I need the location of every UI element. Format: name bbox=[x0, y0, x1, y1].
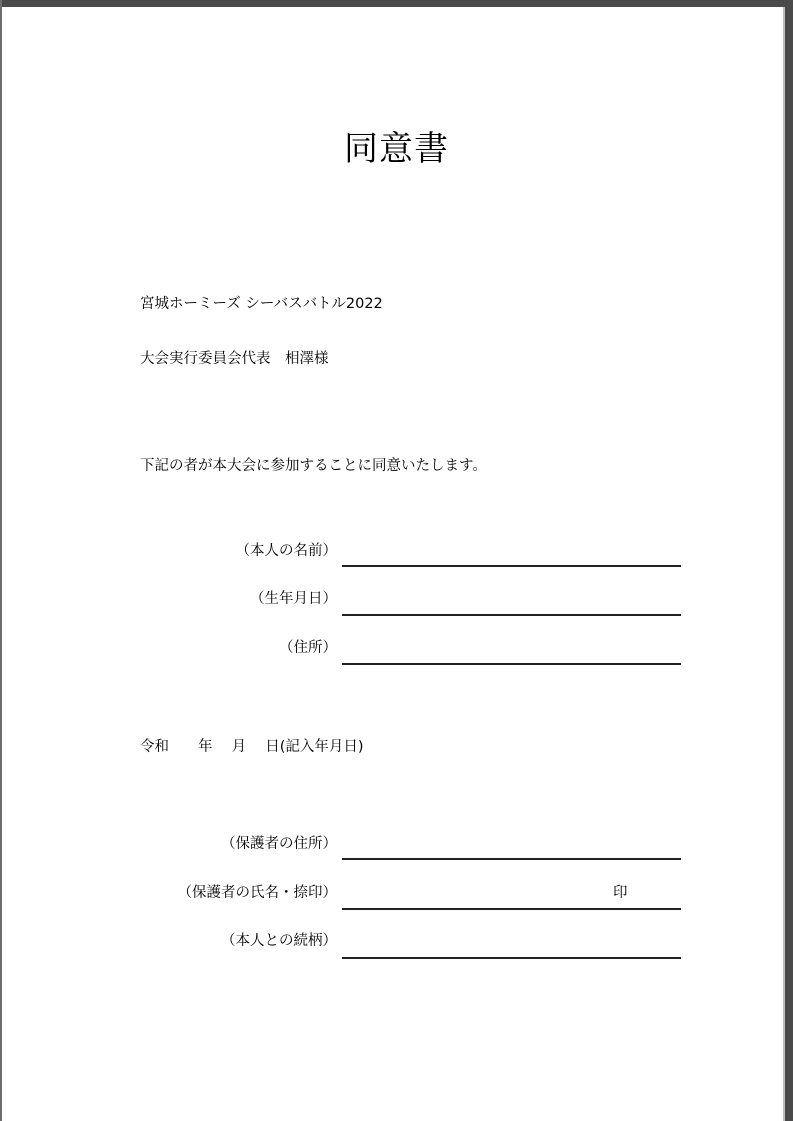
addressee-person: 大会実行委員会代表 相澤様 bbox=[140, 351, 329, 367]
relationship-line bbox=[342, 957, 681, 959]
participant-birthdate-label: （生年月日） bbox=[250, 591, 337, 607]
relationship-label: （本人との続柄） bbox=[221, 933, 337, 949]
addressee-event: 宮城ホーミーズ シーバスバトル2022 bbox=[140, 296, 383, 312]
participant-name-label: （本人の名前） bbox=[235, 543, 337, 559]
participant-name-line bbox=[342, 565, 681, 567]
participant-address-line bbox=[342, 663, 681, 665]
consent-statement: 下記の者が本大会に参加することに同意いたします。 bbox=[140, 458, 487, 474]
entry-date-line: 令和 年 月 日(記入年月日) bbox=[140, 739, 364, 755]
guardian-address-line bbox=[342, 858, 681, 860]
guardian-name-seal-label: （保護者の氏名・捺印） bbox=[177, 885, 337, 901]
guardian-name-seal-line bbox=[342, 908, 681, 910]
window-top-border bbox=[0, 0, 793, 7]
seal-mark: 印 bbox=[613, 885, 628, 901]
document-title: 同意書 bbox=[344, 129, 449, 169]
participant-birthdate-line bbox=[342, 614, 681, 616]
participant-address-label: （住所） bbox=[279, 640, 337, 656]
guardian-address-label: （保護者の住所） bbox=[221, 836, 337, 852]
